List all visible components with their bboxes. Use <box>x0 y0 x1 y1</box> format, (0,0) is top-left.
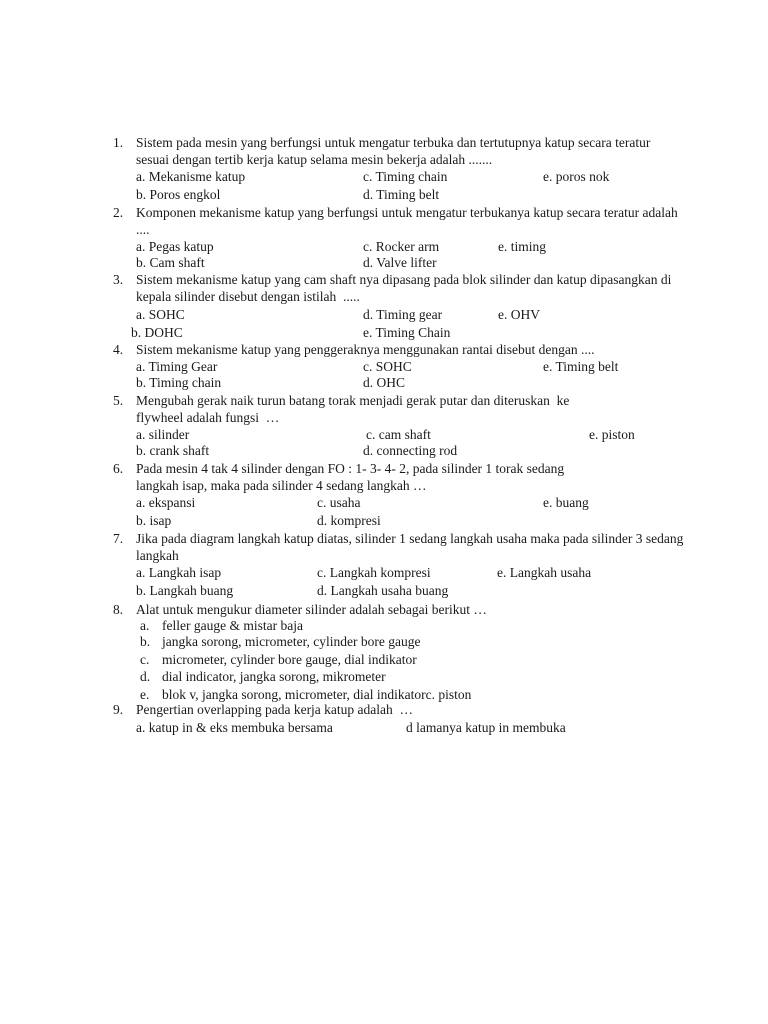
option-a: a. Timing Gear <box>136 359 218 374</box>
option-b: b. crank shaft <box>136 443 210 458</box>
option-e: e. Timing belt <box>543 359 619 374</box>
option-e: e. piston <box>589 427 635 442</box>
option-d: d lamanya katup in membuka <box>406 720 566 735</box>
sub-option-text: jangka sorong, micrometer, cylinder bore gauge <box>162 634 421 649</box>
question-stem: Pengertian overlapping pada kerja katup adalah … <box>136 702 414 717</box>
option-a: a. katup in & eks membuka bersama <box>136 720 333 735</box>
question-number: 9. <box>113 702 124 717</box>
question-stem: Sistem mekanisme katup yang penggeraknya menggunakan rantai disebut dengan .... <box>136 342 595 357</box>
option-b: b. Timing chain <box>136 375 222 390</box>
option-c: c. Rocker arm <box>363 239 440 254</box>
option-a: a. Langkah isap <box>136 565 222 580</box>
option-b: b. isap <box>136 513 172 528</box>
sub-option-a <box>140 617 303 634</box>
option-e: e. buang <box>543 495 589 510</box>
question-number: 5. <box>113 393 124 408</box>
sub-option-letter: b. <box>140 634 151 649</box>
sub-option-text: blok v, jangka sorong, micrometer, dial indikatorc. piston <box>162 687 472 702</box>
option-b: b. Langkah buang <box>136 583 234 598</box>
option-e: e. OHV <box>498 307 540 322</box>
question-number: 7. <box>113 531 124 546</box>
option-d: d. Timing belt <box>363 187 440 202</box>
option-c: c. cam shaft <box>366 427 431 442</box>
option-d: d. connecting rod <box>363 443 458 458</box>
option-c: c. Langkah kompresi <box>317 565 431 580</box>
option-timing-gear: d. Timing gear <box>363 307 443 322</box>
question-number: 6. <box>113 461 124 476</box>
sub-option-letter: a. <box>140 618 150 633</box>
option-b: b. DOHC <box>131 325 183 340</box>
question-number: 4. <box>113 342 124 357</box>
option-a: a. silinder <box>136 427 190 442</box>
option-a: a. Mekanisme katup <box>136 169 246 184</box>
question-number: 8. <box>113 602 124 617</box>
option-d: d. Langkah usaha buang <box>317 583 449 598</box>
sub-option-text: feller gauge & mistar baja <box>162 618 303 633</box>
sub-option-letter: c. <box>140 652 150 667</box>
sub-option-c <box>140 651 417 668</box>
sub-option-text: dial indicator, jangka sorong, mikrometer <box>162 669 386 684</box>
option-d: d. Valve lifter <box>363 255 437 270</box>
option-e: e. Langkah usaha <box>497 565 592 580</box>
sub-option-letter: e. <box>140 687 150 702</box>
option-c: c. Timing chain <box>363 169 448 184</box>
option-b: b. Cam shaft <box>136 255 205 270</box>
option-b: b. Poros engkol <box>136 187 221 202</box>
option-d: d. OHC <box>363 375 406 390</box>
option-a: a. Pegas katup <box>136 239 214 254</box>
question-stem: Sistem mekanisme katup yang cam shaft nya dipasang pada blok silinder dan katup dipasangkan di kepala silinder disebut dengan istilah ..... <box>136 272 675 304</box>
sub-option-text: micrometer, cylinder bore gauge, dial indikator <box>162 652 417 667</box>
option-d: d. kompresi <box>317 513 381 528</box>
sub-option-letter: d. <box>140 669 151 684</box>
sub-option-d <box>140 668 386 685</box>
option-c: c. usaha <box>317 495 361 510</box>
question-stem: Jika pada diagram langkah katup diatas, silinder 1 sedang langkah usaha maka pada silinder 3 sedang langkah <box>136 531 687 563</box>
question-stem: Sistem pada mesin yang berfungsi untuk mengatur terbuka dan tertutupnya katup secara teratur sesuai dengan tertib kerja katup selama mesin bekerja adalah ....... <box>136 135 654 167</box>
question-stem: Alat untuk mengukur diameter silinder adalah sebagai berikut … <box>136 602 487 617</box>
question-stem: Komponen mekanisme katup yang berfungsi untuk mengatur terbukanya katup secara teratur adalah .... <box>136 205 682 237</box>
option-e: e. poros nok <box>543 169 610 184</box>
question-number: 3. <box>113 272 124 287</box>
option-timing-chain: e. Timing Chain <box>363 325 451 340</box>
question-stem: Mengubah gerak naik turun batang torak menjadi gerak putar dan diteruskan ke flywheel adalah fungsi … <box>136 393 573 425</box>
option-a: a. SOHC <box>136 307 185 322</box>
question-number: 1. <box>113 135 124 150</box>
question-number: 2. <box>113 205 124 220</box>
option-c: c. SOHC <box>363 359 412 374</box>
question-stem: Pada mesin 4 tak 4 silinder dengan FO : 1- 3- 4- 2, pada silinder 1 torak sedang langkah isap, maka pada silinder 4 sedang langkah … <box>136 461 568 493</box>
option-e: e. timing <box>498 239 546 254</box>
sub-option-b <box>140 633 421 650</box>
option-a: a. ekspansi <box>136 495 196 510</box>
